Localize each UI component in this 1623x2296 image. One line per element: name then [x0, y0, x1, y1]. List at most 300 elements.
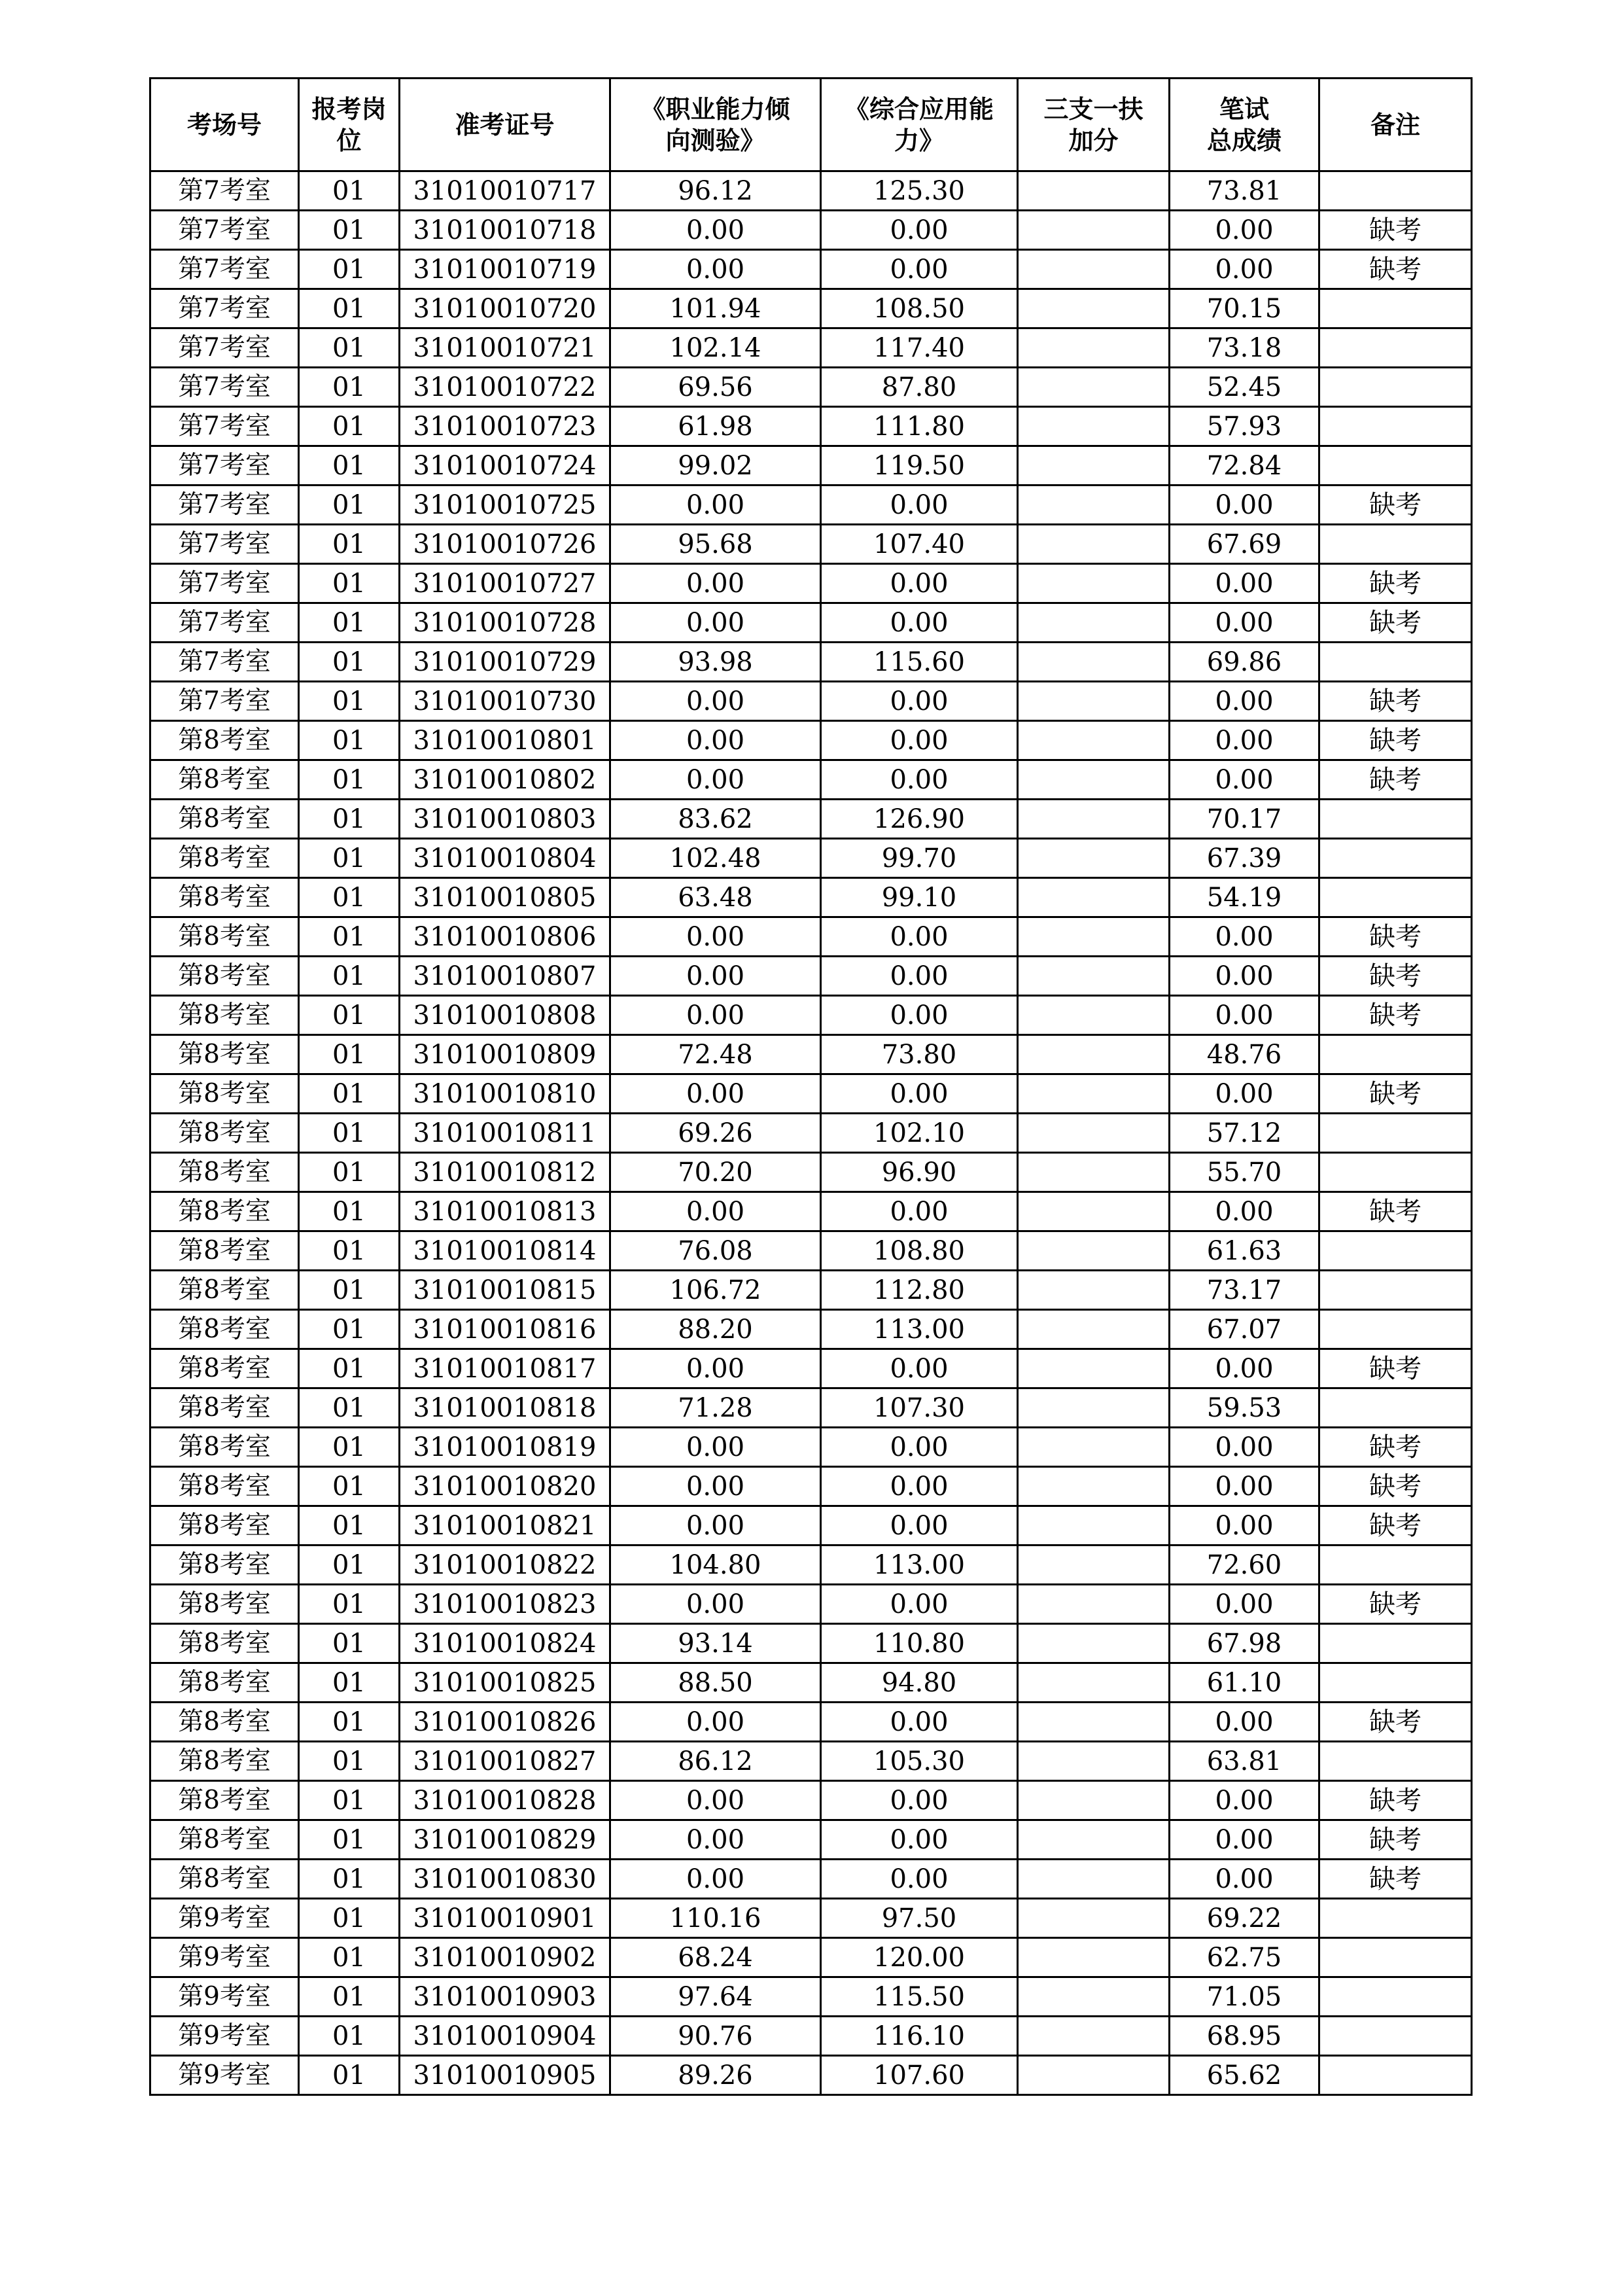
- exam-room-cell: 第8考室: [150, 1192, 299, 1231]
- written-total-cell: 0.00: [1170, 760, 1319, 800]
- exam-room-cell: 第8考室: [150, 996, 299, 1035]
- aptitude-score-cell: 72.48: [610, 1035, 821, 1074]
- comprehensive-score-cell: 0.00: [821, 1074, 1018, 1114]
- exam-room-cell: 第7考室: [150, 289, 299, 328]
- comprehensive-score-cell: 110.80: [821, 1624, 1018, 1663]
- bonus-points-cell: [1018, 1820, 1170, 1860]
- ticket-number-cell: 31010010830: [400, 1860, 610, 1899]
- ticket-number-cell: 31010010728: [400, 603, 610, 643]
- table-row: [150, 1977, 1472, 2017]
- comprehensive-score-cell: 97.50: [821, 1899, 1018, 1938]
- aptitude-score-cell: 102.48: [610, 839, 821, 878]
- written-total-cell: 67.39: [1170, 839, 1319, 878]
- comprehensive-score-cell: 107.60: [821, 2056, 1018, 2095]
- bonus-points-cell: [1018, 368, 1170, 407]
- table-row: [150, 1349, 1472, 1388]
- applied-post-cell: 01: [299, 1388, 400, 1428]
- aptitude-score-cell: 0.00: [610, 250, 821, 289]
- ticket-number-cell: 31010010803: [400, 800, 610, 839]
- ticket-number-cell: 31010010829: [400, 1820, 610, 1860]
- comprehensive-score-cell: 108.50: [821, 289, 1018, 328]
- applied-post-cell: 01: [299, 917, 400, 957]
- aptitude-score-cell: 69.56: [610, 368, 821, 407]
- remarks-cell: [1319, 2017, 1472, 2056]
- comprehensive-score-cell: 99.70: [821, 839, 1018, 878]
- header-bonus-points: 三支一扶 加分: [1018, 79, 1170, 171]
- written-total-cell: 62.75: [1170, 1938, 1319, 1977]
- applied-post-cell: 01: [299, 1192, 400, 1231]
- bonus-points-cell: [1018, 250, 1170, 289]
- written-total-cell: 52.45: [1170, 368, 1319, 407]
- applied-post-cell: 01: [299, 1781, 400, 1820]
- exam-room-cell: 第8考室: [150, 1271, 299, 1310]
- bonus-points-cell: [1018, 1388, 1170, 1428]
- bonus-points-cell: [1018, 1349, 1170, 1388]
- exam-room-cell: 第8考室: [150, 1663, 299, 1703]
- table-row: [150, 682, 1472, 721]
- exam-room-cell: 第8考室: [150, 1860, 299, 1899]
- comprehensive-score-cell: 0.00: [821, 957, 1018, 996]
- bonus-points-cell: [1018, 1506, 1170, 1545]
- exam-room-cell: 第7考室: [150, 525, 299, 564]
- bonus-points-cell: [1018, 603, 1170, 643]
- bonus-points-cell: [1018, 171, 1170, 211]
- applied-post-cell: 01: [299, 1899, 400, 1938]
- aptitude-score-cell: 0.00: [610, 1467, 821, 1506]
- ticket-number-cell: 31010010904: [400, 2017, 610, 2056]
- ticket-number-cell: 31010010805: [400, 878, 610, 917]
- exam-room-cell: 第8考室: [150, 1114, 299, 1153]
- bonus-points-cell: [1018, 800, 1170, 839]
- written-total-cell: 48.76: [1170, 1035, 1319, 1074]
- comprehensive-score-cell: 113.00: [821, 1310, 1018, 1349]
- ticket-number-cell: 31010010721: [400, 328, 610, 368]
- written-total-cell: 72.84: [1170, 446, 1319, 486]
- remarks-cell: [1319, 839, 1472, 878]
- written-total-cell: 69.22: [1170, 1899, 1319, 1938]
- table-row: [150, 1938, 1472, 1977]
- ticket-number-cell: 31010010823: [400, 1585, 610, 1624]
- written-total-cell: 61.10: [1170, 1663, 1319, 1703]
- written-total-cell: 67.69: [1170, 525, 1319, 564]
- remarks-cell: 缺考: [1319, 1506, 1472, 1545]
- exam-room-cell: 第7考室: [150, 368, 299, 407]
- applied-post-cell: 01: [299, 1035, 400, 1074]
- aptitude-score-cell: 70.20: [610, 1153, 821, 1192]
- applied-post-cell: 01: [299, 643, 400, 682]
- remarks-cell: 缺考: [1319, 564, 1472, 603]
- applied-post-cell: 01: [299, 211, 400, 250]
- table-row: [150, 1624, 1472, 1663]
- bonus-points-cell: [1018, 1624, 1170, 1663]
- bonus-points-cell: [1018, 1860, 1170, 1899]
- aptitude-score-cell: 69.26: [610, 1114, 821, 1153]
- exam-room-cell: 第8考室: [150, 1467, 299, 1506]
- remarks-cell: [1319, 1663, 1472, 1703]
- applied-post-cell: 01: [299, 525, 400, 564]
- ticket-number-cell: 31010010727: [400, 564, 610, 603]
- ticket-number-cell: 31010010812: [400, 1153, 610, 1192]
- table-row: [150, 289, 1472, 328]
- applied-post-cell: 01: [299, 1624, 400, 1663]
- written-total-cell: 0.00: [1170, 1349, 1319, 1388]
- comprehensive-score-cell: 125.30: [821, 171, 1018, 211]
- header-applied-post: 报考岗 位: [299, 79, 400, 171]
- table-row: [150, 1114, 1472, 1153]
- exam-room-cell: 第7考室: [150, 486, 299, 525]
- bonus-points-cell: [1018, 1035, 1170, 1074]
- exam-room-cell: 第8考室: [150, 1428, 299, 1467]
- remarks-cell: [1319, 2056, 1472, 2095]
- written-total-cell: 70.17: [1170, 800, 1319, 839]
- comprehensive-score-cell: 102.10: [821, 1114, 1018, 1153]
- table-row: [150, 957, 1472, 996]
- remarks-cell: 缺考: [1319, 1192, 1472, 1231]
- applied-post-cell: 01: [299, 1977, 400, 2017]
- exam-room-cell: 第8考室: [150, 1624, 299, 1663]
- table-row: [150, 603, 1472, 643]
- comprehensive-score-cell: 94.80: [821, 1663, 1018, 1703]
- ticket-number-cell: 31010010723: [400, 407, 610, 446]
- aptitude-score-cell: 101.94: [610, 289, 821, 328]
- ticket-number-cell: 31010010818: [400, 1388, 610, 1428]
- remarks-cell: [1319, 643, 1472, 682]
- table-row: [150, 407, 1472, 446]
- comprehensive-score-cell: 0.00: [821, 1781, 1018, 1820]
- table-row: [150, 996, 1472, 1035]
- remarks-cell: 缺考: [1319, 957, 1472, 996]
- remarks-cell: [1319, 446, 1472, 486]
- applied-post-cell: 01: [299, 1467, 400, 1506]
- table-row: [150, 1074, 1472, 1114]
- applied-post-cell: 01: [299, 368, 400, 407]
- exam-room-cell: 第7考室: [150, 564, 299, 603]
- applied-post-cell: 01: [299, 839, 400, 878]
- table-row: [150, 1271, 1472, 1310]
- table-row: [150, 1388, 1472, 1428]
- table-row: [150, 2017, 1472, 2056]
- ticket-number-cell: 31010010903: [400, 1977, 610, 2017]
- aptitude-score-cell: 71.28: [610, 1388, 821, 1428]
- table-row: [150, 564, 1472, 603]
- written-total-cell: 0.00: [1170, 1506, 1319, 1545]
- exam-room-cell: 第8考室: [150, 1820, 299, 1860]
- remarks-cell: 缺考: [1319, 1467, 1472, 1506]
- bonus-points-cell: [1018, 917, 1170, 957]
- bonus-points-cell: [1018, 1781, 1170, 1820]
- comprehensive-score-cell: 0.00: [821, 1428, 1018, 1467]
- comprehensive-score-cell: 0.00: [821, 721, 1018, 760]
- header-row: [150, 79, 1472, 171]
- ticket-number-cell: 31010010817: [400, 1349, 610, 1388]
- exam-room-cell: 第8考室: [150, 1585, 299, 1624]
- written-total-cell: 61.63: [1170, 1231, 1319, 1271]
- comprehensive-score-cell: 115.50: [821, 1977, 1018, 2017]
- bonus-points-cell: [1018, 486, 1170, 525]
- aptitude-score-cell: 86.12: [610, 1742, 821, 1781]
- exam-room-cell: 第9考室: [150, 1899, 299, 1938]
- table-row: [150, 1899, 1472, 1938]
- ticket-number-cell: 31010010810: [400, 1074, 610, 1114]
- table-body: [150, 171, 1472, 2095]
- ticket-number-cell: 31010010719: [400, 250, 610, 289]
- exam-room-cell: 第8考室: [150, 1035, 299, 1074]
- table-row: [150, 1860, 1472, 1899]
- aptitude-score-cell: 93.98: [610, 643, 821, 682]
- applied-post-cell: 01: [299, 1349, 400, 1388]
- ticket-number-cell: 31010010826: [400, 1703, 610, 1742]
- aptitude-score-cell: 0.00: [610, 1074, 821, 1114]
- ticket-number-cell: 31010010827: [400, 1742, 610, 1781]
- comprehensive-score-cell: 113.00: [821, 1545, 1018, 1585]
- aptitude-score-cell: 0.00: [610, 1428, 821, 1467]
- remarks-cell: 缺考: [1319, 1860, 1472, 1899]
- aptitude-score-cell: 96.12: [610, 171, 821, 211]
- bonus-points-cell: [1018, 525, 1170, 564]
- applied-post-cell: 01: [299, 800, 400, 839]
- ticket-number-cell: 31010010804: [400, 839, 610, 878]
- aptitude-score-cell: 76.08: [610, 1231, 821, 1271]
- remarks-cell: 缺考: [1319, 1585, 1472, 1624]
- written-total-cell: 68.95: [1170, 2017, 1319, 2056]
- bonus-points-cell: [1018, 643, 1170, 682]
- remarks-cell: 缺考: [1319, 250, 1472, 289]
- written-total-cell: 57.12: [1170, 1114, 1319, 1153]
- table-row: [150, 1310, 1472, 1349]
- bonus-points-cell: [1018, 1467, 1170, 1506]
- aptitude-score-cell: 0.00: [610, 957, 821, 996]
- ticket-number-cell: 31010010717: [400, 171, 610, 211]
- bonus-points-cell: [1018, 1074, 1170, 1114]
- exam-room-cell: 第8考室: [150, 917, 299, 957]
- remarks-cell: [1319, 171, 1472, 211]
- exam-room-cell: 第7考室: [150, 603, 299, 643]
- table-row: [150, 1820, 1472, 1860]
- aptitude-score-cell: 88.20: [610, 1310, 821, 1349]
- bonus-points-cell: [1018, 1192, 1170, 1231]
- applied-post-cell: 01: [299, 446, 400, 486]
- aptitude-score-cell: 0.00: [610, 1585, 821, 1624]
- applied-post-cell: 01: [299, 1271, 400, 1310]
- exam-room-cell: 第8考室: [150, 1310, 299, 1349]
- applied-post-cell: 01: [299, 1585, 400, 1624]
- written-total-cell: 0.00: [1170, 957, 1319, 996]
- table-row: [150, 643, 1472, 682]
- remarks-cell: [1319, 878, 1472, 917]
- aptitude-score-cell: 106.72: [610, 1271, 821, 1310]
- exam-room-cell: 第7考室: [150, 250, 299, 289]
- ticket-number-cell: 31010010726: [400, 525, 610, 564]
- exam-room-cell: 第8考室: [150, 839, 299, 878]
- remarks-cell: [1319, 1388, 1472, 1428]
- score-table: [149, 77, 1473, 2096]
- applied-post-cell: 01: [299, 1114, 400, 1153]
- table-row: [150, 1035, 1472, 1074]
- written-total-cell: 67.98: [1170, 1624, 1319, 1663]
- bonus-points-cell: [1018, 2017, 1170, 2056]
- written-total-cell: 67.07: [1170, 1310, 1319, 1349]
- bonus-points-cell: [1018, 2056, 1170, 2095]
- aptitude-score-cell: 0.00: [610, 211, 821, 250]
- written-total-cell: 63.81: [1170, 1742, 1319, 1781]
- written-total-cell: 0.00: [1170, 682, 1319, 721]
- comprehensive-score-cell: 0.00: [821, 1703, 1018, 1742]
- remarks-cell: [1319, 1624, 1472, 1663]
- table-row: [150, 1663, 1472, 1703]
- exam-room-cell: 第8考室: [150, 878, 299, 917]
- ticket-number-cell: 31010010811: [400, 1114, 610, 1153]
- applied-post-cell: 01: [299, 250, 400, 289]
- written-total-cell: 0.00: [1170, 1781, 1319, 1820]
- remarks-cell: 缺考: [1319, 211, 1472, 250]
- comprehensive-score-cell: 0.00: [821, 996, 1018, 1035]
- aptitude-score-cell: 0.00: [610, 721, 821, 760]
- table-row: [150, 1428, 1472, 1467]
- comprehensive-score-cell: 108.80: [821, 1231, 1018, 1271]
- exam-room-cell: 第7考室: [150, 211, 299, 250]
- exam-room-cell: 第8考室: [150, 1781, 299, 1820]
- remarks-cell: 缺考: [1319, 760, 1472, 800]
- exam-room-cell: 第7考室: [150, 643, 299, 682]
- remarks-cell: 缺考: [1319, 996, 1472, 1035]
- remarks-cell: [1319, 1899, 1472, 1938]
- exam-room-cell: 第9考室: [150, 2056, 299, 2095]
- aptitude-score-cell: 63.48: [610, 878, 821, 917]
- remarks-cell: [1319, 289, 1472, 328]
- table-row: [150, 1192, 1472, 1231]
- table-row: [150, 839, 1472, 878]
- comprehensive-score-cell: 0.00: [821, 1349, 1018, 1388]
- exam-room-cell: 第7考室: [150, 407, 299, 446]
- table-row: [150, 1742, 1472, 1781]
- exam-room-cell: 第8考室: [150, 957, 299, 996]
- bonus-points-cell: [1018, 1271, 1170, 1310]
- table-row: [150, 171, 1472, 211]
- remarks-cell: 缺考: [1319, 1349, 1472, 1388]
- written-total-cell: 72.60: [1170, 1545, 1319, 1585]
- aptitude-score-cell: 0.00: [610, 486, 821, 525]
- written-total-cell: 70.15: [1170, 289, 1319, 328]
- remarks-cell: [1319, 1114, 1472, 1153]
- exam-room-cell: 第9考室: [150, 1938, 299, 1977]
- written-total-cell: 0.00: [1170, 1192, 1319, 1231]
- remarks-cell: [1319, 1742, 1472, 1781]
- applied-post-cell: 01: [299, 760, 400, 800]
- remarks-cell: 缺考: [1319, 1703, 1472, 1742]
- remarks-cell: [1319, 1035, 1472, 1074]
- comprehensive-score-cell: 96.90: [821, 1153, 1018, 1192]
- bonus-points-cell: [1018, 760, 1170, 800]
- applied-post-cell: 01: [299, 1506, 400, 1545]
- table-row: [150, 800, 1472, 839]
- applied-post-cell: 01: [299, 2056, 400, 2095]
- written-total-cell: 0.00: [1170, 250, 1319, 289]
- table-row: [150, 328, 1472, 368]
- remarks-cell: 缺考: [1319, 603, 1472, 643]
- bonus-points-cell: [1018, 1545, 1170, 1585]
- aptitude-score-cell: 0.00: [610, 1781, 821, 1820]
- ticket-number-cell: 31010010820: [400, 1467, 610, 1506]
- comprehensive-score-cell: 73.80: [821, 1035, 1018, 1074]
- written-total-cell: 73.81: [1170, 171, 1319, 211]
- ticket-number-cell: 31010010822: [400, 1545, 610, 1585]
- comprehensive-score-cell: 126.90: [821, 800, 1018, 839]
- bonus-points-cell: [1018, 407, 1170, 446]
- written-total-cell: 73.18: [1170, 328, 1319, 368]
- aptitude-score-cell: 68.24: [610, 1938, 821, 1977]
- aptitude-score-cell: 0.00: [610, 917, 821, 957]
- remarks-cell: [1319, 800, 1472, 839]
- aptitude-score-cell: 61.98: [610, 407, 821, 446]
- remarks-cell: [1319, 407, 1472, 446]
- bonus-points-cell: [1018, 564, 1170, 603]
- bonus-points-cell: [1018, 1153, 1170, 1192]
- aptitude-score-cell: 99.02: [610, 446, 821, 486]
- comprehensive-score-cell: 0.00: [821, 564, 1018, 603]
- aptitude-score-cell: 0.00: [610, 682, 821, 721]
- exam-room-cell: 第8考室: [150, 1703, 299, 1742]
- table-row: [150, 1506, 1472, 1545]
- exam-room-cell: 第8考室: [150, 1742, 299, 1781]
- comprehensive-score-cell: 0.00: [821, 250, 1018, 289]
- table-row: [150, 1545, 1472, 1585]
- exam-room-cell: 第8考室: [150, 1231, 299, 1271]
- header-comprehensive-test: 《综合应用能 力》: [821, 79, 1018, 171]
- aptitude-score-cell: 104.80: [610, 1545, 821, 1585]
- exam-room-cell: 第8考室: [150, 800, 299, 839]
- comprehensive-score-cell: 0.00: [821, 211, 1018, 250]
- ticket-number-cell: 31010010815: [400, 1271, 610, 1310]
- table-row: [150, 2056, 1472, 2095]
- applied-post-cell: 01: [299, 1663, 400, 1703]
- aptitude-score-cell: 93.14: [610, 1624, 821, 1663]
- applied-post-cell: 01: [299, 2017, 400, 2056]
- ticket-number-cell: 31010010809: [400, 1035, 610, 1074]
- written-total-cell: 0.00: [1170, 1467, 1319, 1506]
- applied-post-cell: 01: [299, 407, 400, 446]
- table-row: [150, 211, 1472, 250]
- applied-post-cell: 01: [299, 1938, 400, 1977]
- ticket-number-cell: 31010010802: [400, 760, 610, 800]
- written-total-cell: 0.00: [1170, 211, 1319, 250]
- remarks-cell: 缺考: [1319, 682, 1472, 721]
- exam-room-cell: 第8考室: [150, 1506, 299, 1545]
- comprehensive-score-cell: 112.80: [821, 1271, 1018, 1310]
- comprehensive-score-cell: 0.00: [821, 1820, 1018, 1860]
- remarks-cell: [1319, 1153, 1472, 1192]
- aptitude-score-cell: 0.00: [610, 760, 821, 800]
- aptitude-score-cell: 102.14: [610, 328, 821, 368]
- bonus-points-cell: [1018, 328, 1170, 368]
- applied-post-cell: 01: [299, 328, 400, 368]
- aptitude-score-cell: 89.26: [610, 2056, 821, 2095]
- aptitude-score-cell: 0.00: [610, 996, 821, 1035]
- written-total-cell: 65.62: [1170, 2056, 1319, 2095]
- bonus-points-cell: [1018, 839, 1170, 878]
- aptitude-score-cell: 0.00: [610, 1820, 821, 1860]
- comprehensive-score-cell: 117.40: [821, 328, 1018, 368]
- bonus-points-cell: [1018, 1663, 1170, 1703]
- applied-post-cell: 01: [299, 1742, 400, 1781]
- ticket-number-cell: 31010010813: [400, 1192, 610, 1231]
- bonus-points-cell: [1018, 1114, 1170, 1153]
- table-row: [150, 917, 1472, 957]
- aptitude-score-cell: 95.68: [610, 525, 821, 564]
- written-total-cell: 69.86: [1170, 643, 1319, 682]
- remarks-cell: 缺考: [1319, 1074, 1472, 1114]
- applied-post-cell: 01: [299, 878, 400, 917]
- remarks-cell: 缺考: [1319, 1428, 1472, 1467]
